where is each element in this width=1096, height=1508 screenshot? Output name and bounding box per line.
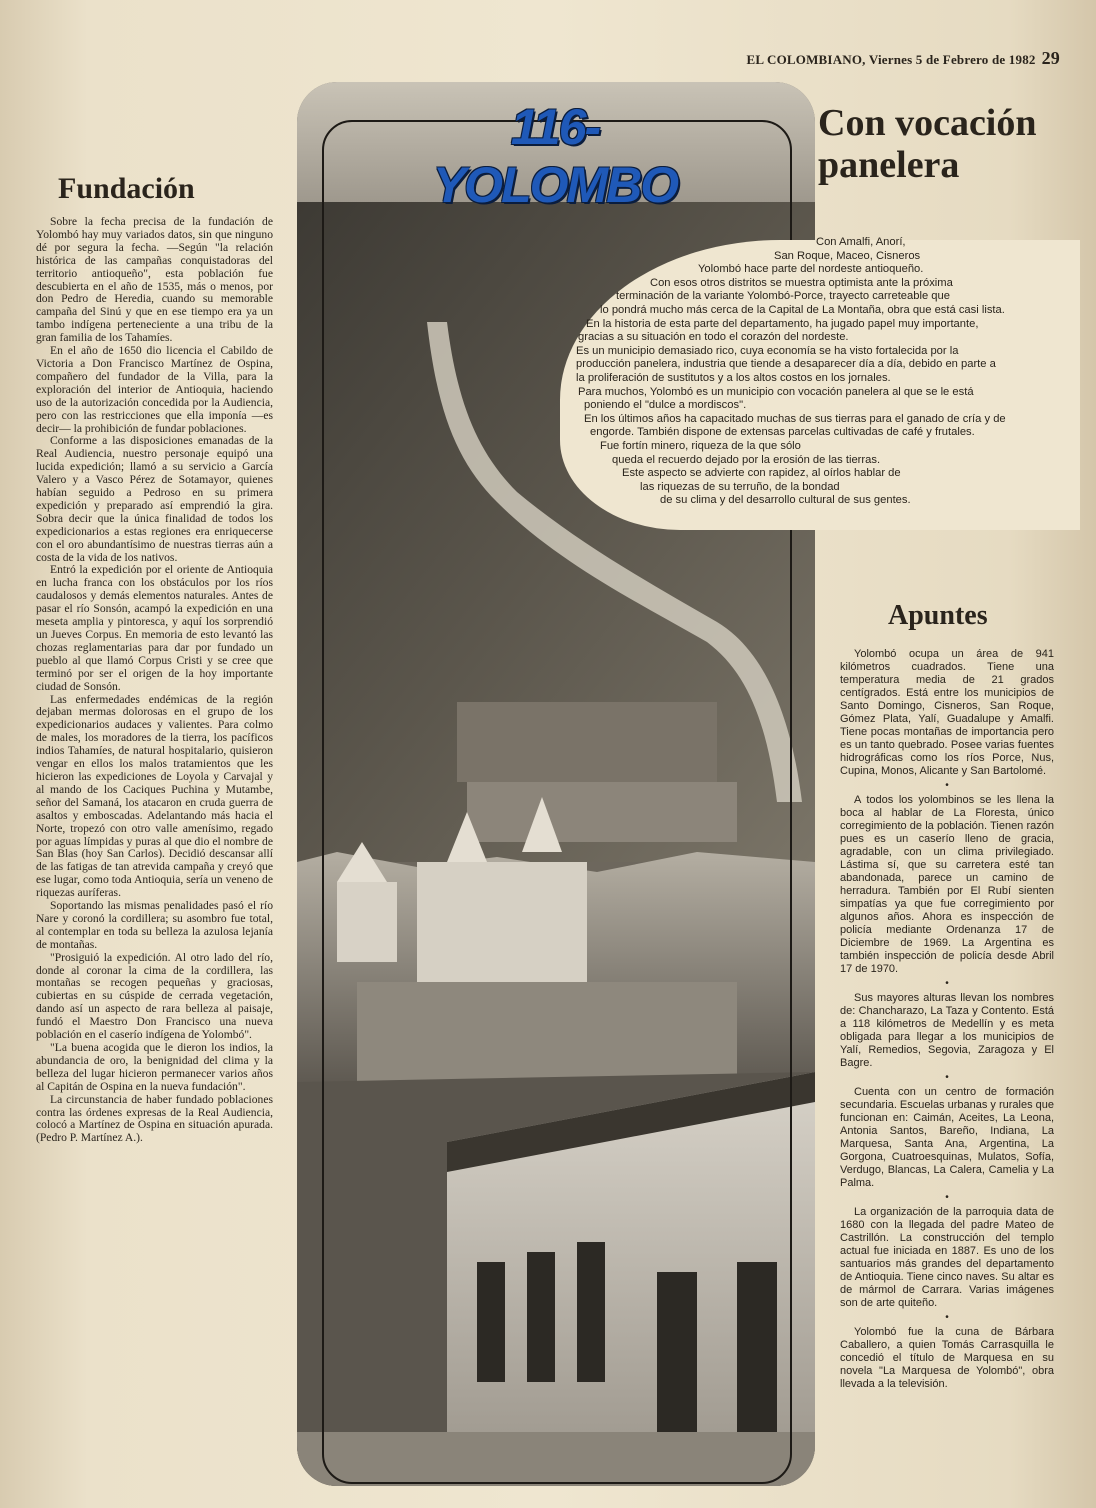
intro-line: En los últimos años ha capacitado muchas de sus tierras para el ganado de cría y de (584, 412, 1006, 425)
intro-line: engorde. También dispone de extensas parcelas cultivadas de café y frutales. (590, 426, 975, 439)
fundacion-paragraph: Las enfermedades endémicas de la región dejaban mermas dolorosas en el grupo de los expedicionarios audaces y valientes. Para colmo de males, los moradores de la tierra, los pacíficos indios Tahamíes, de natural hospitalario, quisieron vengar en ellos los malos tratamientos que les hicieron las expediciones de Loyola y Carvajal y al mando de los Caciques Puchina y Mutambe, señor del Samaná, los atacaron en cruda guerra de asaltos y emboscadas. Adelantando más hacia el Norte, tropezó con otro valle amenísimo, regado por aguas límpidas y puras al que dio el nombre de San Blas (hoy San Carlos). Decidió descansar allí de las fatigas de tan atrevida campaña y creyó que ese lugar, como toda Antioquia, sería un veneno de riquezas auríferas. (36, 692, 273, 900)
separator-bullet: • (945, 1192, 949, 1203)
chapel-body (337, 882, 397, 962)
apuntes-paragraph: Yolombó ocupa un área de 941 kilómetros cuadrados. Tiene una temperatura media de 21 grados centígrados. Está entre los municipios de Santo Domingo, Cisneros, San Roque, Gómez Plata, Yalí, Guadalupe y Amalfi. Tiene pocas montañas de importancia pero es un tanto quebrado. Posee varias fuentes hidrográficas como los ríos Porce, Nus, Cupina, Monos, Alicante y San Bartolomé. (840, 648, 1054, 777)
fundacion-paragraph: Sobre la fecha precisa de la fundación de Yolombó hay muy variados datos, sin que ninguno dé por segura la fecha. —Según "la relación histórica de las campañas conquistadoras del territorio antioqueño", esta población fue descubierta en el año de 1535, más o menos, por don Pedro de Heredia, cuando su memorable campaña del Sinú y que en ese tiempo era ya un tambo indígena perteneciente a una tribu de la gran familia de los Tahamíes. (36, 216, 273, 345)
intro-line: lo pondrá mucho más cerca de la Capital de La Montaña, obra que está casi lista. (600, 303, 1005, 316)
fundacion-paragraph: Entró la expedición por el oriente de Antioquia en lucha franca con los obstáculos por los ríos caudalosos y demás elementos naturales. Antes de pasar el río Sonsón, acampó la expedición en una meseta amplia y pintoresca, y aquí los sorprendió un Jueves Corpus. En memoria de esto levantó las chozas reglamentarias para dar por fundado un pueblo al que llamó Corpus Cristi y se cree que terminó por ser el origen de la hoy importante ciudad de Sonsón. (36, 563, 273, 693)
page-header (747, 48, 1060, 69)
intro-line: San Roque, Maceo, Cisneros (774, 249, 921, 262)
intro-line: En la historia de esta parte del departamento, ha jugado papel muy importante, (586, 317, 979, 330)
intro-line: producción panelera, industria que tiende a desaparecer día a día, debido en parte a (576, 358, 996, 371)
houses-row (357, 982, 737, 1082)
roof-tiles-lower (467, 782, 737, 842)
intro-line: Yolombó hace parte del nordeste antioqueño. (698, 263, 924, 276)
building-window (527, 1252, 555, 1382)
roof-tiles (457, 702, 717, 782)
intro-line: Con esos otros distritos se muestra optimista ante la próxima (650, 276, 953, 289)
separator-bullet: • (945, 978, 949, 989)
intro-line: queda el recuerdo dejado por la erosión de las tierras. (612, 453, 881, 466)
intro-line: Para muchos, Yolombó es un municipio con vocación panelera al que se le está (578, 385, 974, 398)
intro-line: Con Amalfi, Anorí, (816, 236, 906, 248)
fundacion-paragraph: La circunstancia de haber fundado poblaciones contra las órdenes expresas de la Real Audiencia, colocó a Martínez de Ospina en situación apurada. (Pedro P. Martínez A.). (36, 1092, 273, 1145)
fundacion-paragraph: Soportando las mismas penalidades pasó el río Nare y coronó la cordillera; su asombro fue total, al contemplar en toda su belleza la azulosa lejanía de montañas. (36, 899, 273, 951)
fundacion-paragraph: "La buena acogida que le dieron los indios, la abundancia de oro, la benignidad del clima y la belleza del lugar hicieron permanecer varios años al Capitán de Ospina en la nueva fundación". (36, 1041, 273, 1093)
intro-line: la proliferación de sustitutos y a los altos costos en los jornales. (576, 371, 891, 384)
page-number: 29 (1041, 48, 1060, 68)
intro-line: Es un municipio demasiado rico, cuya economía se ha visto fortalecida por la (576, 344, 959, 357)
separator-bullet: • (945, 780, 949, 791)
fundacion-column (36, 216, 273, 1506)
header-dateline: EL COLOMBIANO, Viernes 5 de Febrero de 1982 (746, 52, 1036, 67)
intro-line: Fue fortín minero, riqueza de la que sólo (600, 439, 801, 452)
apuntes-paragraph: La organización de la parroquia data de 1680 con la llegada del padre Mateo de Castrillón. La construcción del templo actual fue iniciada en 1887. Es uno de los santuarios más grandes del departamento de Antioquia. Tiene cinco naves. Su altar es de mármol de Carrara. Varias imágenes son de arte quiteño. (840, 1206, 1054, 1309)
apuntes-paragraph: A todos los yolombinos se les llena la boca al hablar de La Floresta, único corregimiento de la población. Tienen razón pues es un caserío lleno de gracia, agradable, con un clima privilegiado. Lástima sí, que su carretera esté tan abandonada, parece un camino de herradura. También por El Rubí sienten simpatías ya que fue corregimiento por algunos años. Ahora es inspección de policía mediante Ordenanza 17 de Diciembre de 1969. La Argentina es también inspección de policía desde Abril 17 de 1970. (840, 794, 1054, 975)
separator-bullet: • (945, 1072, 949, 1083)
building-window (477, 1262, 505, 1382)
intro-line: Este aspecto se advierte con rapidez, al oírlos hablar de (622, 467, 901, 480)
apuntes-paragraph: Yolombó fue la cuna de Bárbara Caballero, a quien Tomás Carrasquilla le concedió el título de Marquesa en su novela "La Marquesa de Yolombó", obra llevada a la televisión. (840, 1326, 1054, 1390)
building-door (657, 1272, 697, 1432)
apuntes-column (840, 648, 1054, 1478)
fundacion-paragraph: Conforme a las disposiciones emanadas de la Real Audiencia, nuestro personaje equipó una lucida expedición; llamó a su servicio a García Valero y a Vasco Pérez de Sotamayor, quienes habían seguido a Pedroso en su primera expedición y preparado así emprendió la gira. Sobra decir que la única finalidad de todos los expedicionarios a estas regiones era enriquecerse con el oro abundantísimo de nuestras tierras aún a costa de la vida de los nativos. (36, 434, 273, 564)
intro-line: terminación de la variante Yolombó-Porce, trayecto carreteable que (616, 290, 950, 303)
intro-line: poniendo el "dulce a mordiscos". (584, 399, 747, 412)
section-banner: 116-YOLOMBO (432, 99, 678, 213)
intro-line: las riquezas de su terruño, de la bondad (640, 480, 840, 493)
intro-line: de su clima y del desarrollo cultural de sus gentes. (660, 494, 911, 507)
building-door (737, 1262, 777, 1432)
fundacion-title: Fundación (58, 172, 195, 205)
fundacion-paragraph: "Prosiguió la expedición. Al otro lado del río, donde al coronar la cima de la cordillera, las montañas se recogen pequeñas y graciosas, cubiertas en su cúspide de cerrada vegetación, dando así un aspecto de rara belleza al paisaje, fundó el Maestro Don Francisco una nueva población en el caserío indígena de Yolombó". (36, 950, 273, 1042)
apuntes-title: Apuntes (888, 600, 988, 631)
church-facade (417, 862, 587, 982)
fundacion-paragraph: En el año de 1650 dio licencia el Cabildo de Victoria a Don Francisco Martínez de Ospina, compañero del fundador de la Villa, para la exploración del interior de Antioquia, haciendo uso de la autorización concedida por la Audiencia, pero con las restricciones que ella imponía —es decir— la prohibición de fundar poblaciones. (36, 344, 273, 435)
main-headline: Con vocación panelera (818, 102, 1037, 186)
intro-text (560, 236, 1070, 508)
apuntes-paragraph: Cuenta con un centro de formación secundaria. Escuelas urbanas y rurales que funcionan en: Caimán, Aceites, La Leona, Antonia Santos, Bareño, Indiana, La Marquesa, Santa Ana, Argentina, La Gorgona, Cuatroesquinas, Mulatos, Sofía, Verdugo, Blancas, La Calera, Camelia y La Palma. (840, 1086, 1054, 1189)
building-window (577, 1242, 605, 1382)
separator-bullet: • (945, 1312, 949, 1323)
street-ground (297, 1432, 815, 1486)
intro-line: gracias a su situación en todo el corazón del nordeste. (578, 331, 849, 344)
apuntes-paragraph: Sus mayores alturas llevan los nombres de: Chancharazo, La Taza y Contento. Está a 118 kilómetros de Medellín y es meta obligada para llegar a los municipios de Yalí, Remedios, Segovia, Zaragoza y El Bagre. (840, 992, 1054, 1069)
